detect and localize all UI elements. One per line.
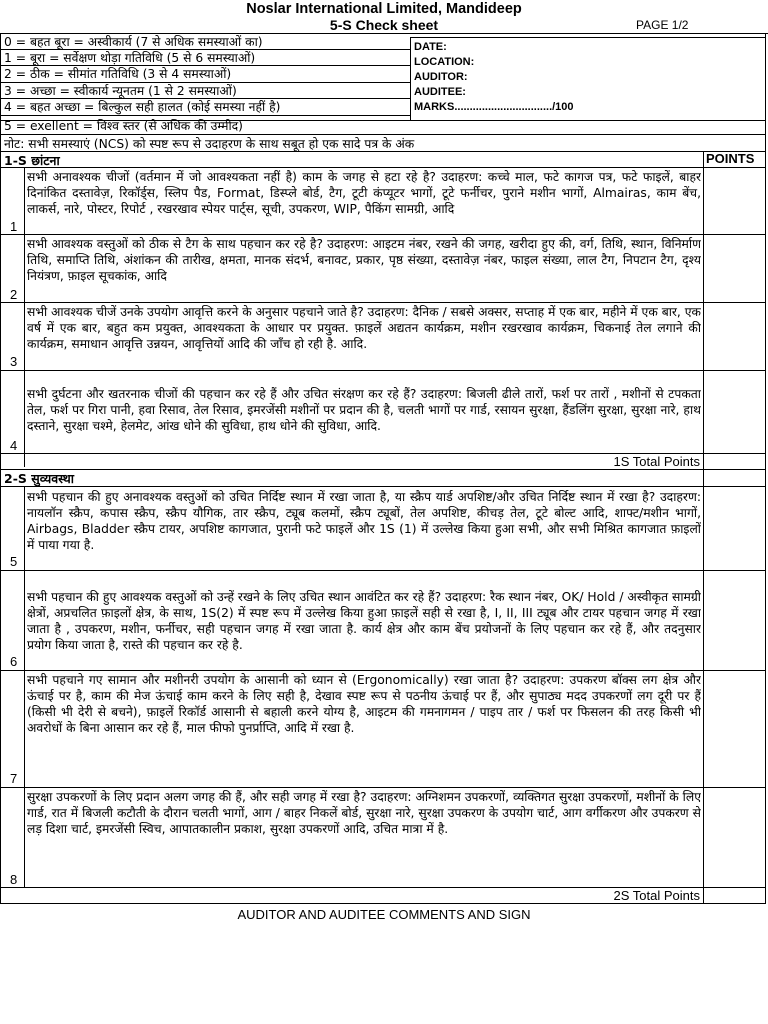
item-6-number: 6 [10, 654, 18, 669]
item-6-text: सभी पहचान की हुए आवश्यक वस्तुओं को उन्हें रखने के लिए उचित स्थान आवंटित कर रहे हैं? उदाहरण: रैक स्थान नंबर, OK/ Hold / अस्वीकृत सामग्री क्षेत्रों, अप्रचलित फ़ाइलों क्षेत्र, के साथ, 1S(2) में स्पष्ट रूप में उल्लेख किया हुआ फ़ाइलें सही से रखा है, I, II, III ट्यूब और टायर पहचान जगह में रखा जाता है , उपकरण, मशीन, फर्नीचर, सही पहचान जगह में रखा जाता है. कार्य क्षेत्र और काम बेंच प्रयोजनों के लिए पहचान कर रहे हैं, और तदनुसार प्रयोग किया जाता है, रास्ते की पहचान कर रहे है. [27, 590, 701, 652]
section-2-title: 2-S सुव्यवस्था [4, 471, 75, 486]
auditor-field[interactable]: AUDITOR: [414, 71, 468, 83]
row-separator [0, 469, 766, 470]
item-2-text: सभी आवश्यक वस्तुओं को ठीक से टैग के साथ पहचान कर रहे है? उदाहरण: आइटम नंबर, रखने की जगह, खरीदा हुए की, वर्ग, तिथि, स्थान, विनिर्माण तिथि, समाप्ति तिथि, अंशांकन की तारीख, क्षमता, मानक संदर्भ, बनावट, प्रकार, पृष्ठ संख्या, दस्तावेज़ नंबर, फाइल संख्या, लाल टैग, निपटान टैग, दृश्य नियंत्रण, फ़ाइल सूचकांक, आदि [27, 237, 701, 283]
row-separator [0, 302, 766, 303]
section-1-total-points: 1S Total Points [613, 454, 700, 469]
points-header: POINTS [706, 151, 755, 166]
item-3-text: सभी आवश्यक चीजें उनके उपयोग आवृत्ति करने के अनुसार पहचाने जाते है? उदाहरण: दैनिक / सबसे अक्सर, सप्ताह में एक बार, महीने में एक बार, एक वर्ष में एक बार, बहुत कम प्रयुक्त, आवश्यकता के आधार पर प्रयुक्त. फ़ाइलें अद्यतन कार्यक्रम, मशीन रखरखाव कार्यक्रम, चिकनाई तेल लगाने की कार्यक्रम, समाधान आवृत्ति उन्नयन, आवृत्तियों आदि की जाँच हो रही है. आदि. [27, 305, 701, 351]
scale-row-1: 1 = बूरा = सर्वेक्षण थोड़ा गतिविधि (5 से 6 समस्याओं) [4, 51, 256, 65]
scale-row-5: 5 = exellent = विश्व स्तर (से अधिक की उम्मीद) [4, 119, 243, 133]
auditor-auditee-comments-heading: AUDITOR AND AUDITEE COMMENTS AND SIGN [237, 907, 531, 922]
scale-divider [0, 115, 410, 116]
row-separator [0, 670, 766, 671]
item-2-number: 2 [10, 287, 18, 302]
item-5-text: सभी पहचान की हुए अनावश्यक वस्तुओं को उचित निर्दिष्ट स्थान में रखा जाता है, या स्क्रैप यार्ड अपशिष्ट/और उचित निर्दिष्ट स्थान में रखा है? उदाहरण: नायलॉन स्क्रैप, कपास स्क्रैप, स्क्रैप यौगिक, तार स्क्रैप, ट्यूब कलमों, स्क्रैप ट्यूबों, तेल अपशिष्ट, कीचड़ तेल, टूटे बोल्ट आदि, शाफ्ट/मशीन भागों, Airbags, Bladder स्क्रैप टायर, अपशिष्ट कागजात, पुरानी फटे फाइलें और 1S (1) में उल्लेख किया हुआ सभी, और सभी मिश्रित कागजात फ़ाइलों में पाया गया है. [27, 490, 701, 552]
location-field[interactable]: LOCATION: [414, 56, 475, 68]
row-separator [0, 787, 766, 788]
item-1-text: सभी अनावश्यक चीजों (वर्तमान में जो आवश्यकता नहीं है) काम के जगह से हटा रहे है? उदाहरण: कच्चे माल, फटे कागज पत्र, फटे फाइलें, बाहर दिनांकित दस्तावेज़, रिकॉर्ड्स, स्लिप पैड, Format, डिस्प्ले बोर्ड, टैग, टूटी कंप्यूटर भागों, टूटे फर्नीचर, पुराने मशीन भागों, Almairas, काम बेंच, लाकर्स, नारे, पोस्टर, रिपोर्ट , रखरखाव स्पेयर पार्ट्स, सूची, उपकरण, WIP, पैकिंग सामग्री, आदि [27, 170, 701, 216]
date-field[interactable]: DATE: [414, 41, 447, 53]
info-box-left [410, 37, 411, 120]
company-name: Noslar International Limited, Mandideep [246, 1, 522, 17]
section-1-title: 1-S छांटना [4, 153, 60, 168]
scale-row-4: 4 = बहत अच्छा = बिल्कुल सही हालत (कोई समस्या नहीं है) [4, 100, 281, 114]
item-5-number: 5 [10, 554, 18, 569]
item-7-text: सभी पहचाने गए सामान और मशीनरी उपयोग के आसानी को ध्यान से (Ergonomically) रखा जाता है? उदाहरण: उपकरण बॉक्स लग क्षेत्र और ऊंचाई पर है, काम की मेज ऊंचाई काम करने के लिए सही है, देखाव स्पष्ट रूप से पठनीय ऊंचाई पर हैं, और सुपाठ्य मदद उपकरणों लग दूरी पर हैं (किसी भी देरी से बचने), फ़ाइलें रिकॉर्ड आसानी से बहाली करने योग्य है, आइटम की गमनागमन / पाइप तार / फर्श पर फिसलन की तरह किसी भी अवरोधों के बिना आसान कर रहे हैं, माल फीफो पुनर्प्राप्ति, आदि में रखा है. [27, 673, 701, 735]
info-box-top [410, 37, 766, 38]
sheet-title: 5-S Check sheet [329, 17, 439, 33]
row-separator [0, 486, 766, 487]
row-separator [0, 570, 766, 571]
row-separator [0, 167, 766, 168]
scale-row-2: 2 = ठीक = सीमांत गतिविधि (3 से 4 समस्याओं) [4, 67, 232, 81]
item-1-number: 1 [10, 219, 18, 234]
marks-field[interactable]: MARKS................................/100 [414, 101, 574, 113]
row-separator [0, 370, 766, 371]
item-8-text: सुरक्षा उपकरणों के लिए प्रदान अलग जगह की हैं, और सही जगह में रखा है? उदाहरण: अग्निशमन उपकरणों, व्यक्तिगत सुरक्षा उपकरणों, मशीनों के लिए गार्ड, रात में बिजली कटौती के दौरान चलती भागों, आग / बाहर निकलें बोर्ड, सुरक्षा नारे, सुरक्षा उपकरण के उपयोग चार्ट, आग वर्गीकरण और उपकरण से लड़ दिशा चार्ट, इमरजेंसी स्विच, आपातकालीन प्रकाश, सुरक्षा उपकरणों आदि, उचित मात्रा में है. [27, 790, 701, 836]
item-8-number: 8 [10, 872, 18, 887]
item-4-number: 4 [10, 438, 18, 453]
item-3-number: 3 [10, 354, 18, 369]
note-text: नोट: सभी समस्याएं (NCS) को स्पष्ट रूप से उदाहरण के साथ सबूत हो एक सादे पत्र के अंक [4, 137, 415, 151]
section-2-total-points: 2S Total Points [613, 888, 700, 903]
scale-row-3: 3 = अच्छा = स्वीकार्य न्यूनतम (1 से 2 समस्याओं) [4, 84, 237, 98]
number-column-divider [24, 167, 25, 467]
number-column-divider [24, 487, 25, 887]
item-4-text: सभी दुर्घटना और खतरनाक चीजों की पहचान कर रहे हैं और उचित संरक्षण कर रहे हैं? उदाहरण: बिजली ढीले तारों, फर्श पर तारों , मशीनों से टपकता तेल, फर्श पर गिरा पानी, हवा रिसाव, तेल रिसाव, इमरजेंसी मशीनों पर प्रदान की है, चलती भागों पर गार्ड, रसायन सुरक्षा, हैंडलिंग सुरक्षा, सुरक्षा नारे, हाथ दस्ताने, सुरक्षा चश्मे, हेलमेट, आंख धोने की सुविधा, हाथ धोने की सुविधा, आदि. [27, 387, 701, 433]
row-separator [0, 234, 766, 235]
item-7-number: 7 [10, 771, 18, 786]
row-separator [0, 903, 766, 904]
scale-row-0: 0 = बहत बूरा = अस्वीकार्य (7 से अधिक समस्याओं का) [4, 35, 263, 49]
points-column-divider [703, 151, 704, 904]
page-number: PAGE 1/2 [636, 18, 689, 32]
auditee-field[interactable]: AUDITEE: [414, 86, 466, 98]
